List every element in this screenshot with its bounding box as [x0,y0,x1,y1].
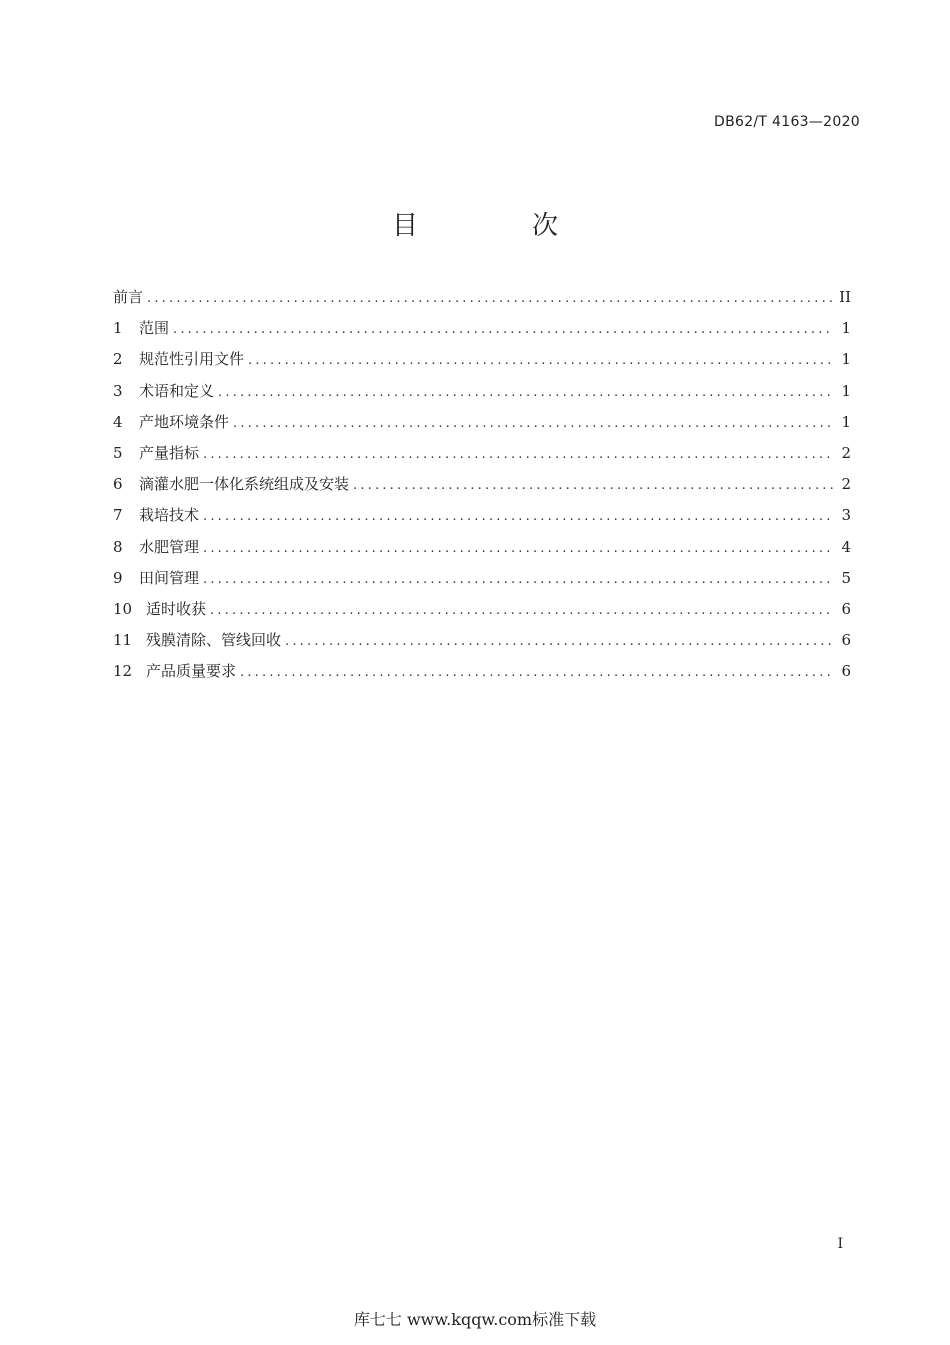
toc-label: 滴灌水肥一体化系统组成及安装 [139,475,350,494]
toc-label: 田间管理 [139,568,200,587]
toc-page: 6 [841,662,851,681]
toc-leader-dots [147,291,833,306]
toc-number: 11 [113,631,133,650]
toc-leader-dots [203,541,833,556]
toc-number: 6 [113,475,123,494]
toc-number: 9 [113,568,123,587]
page-number: I [837,1236,843,1252]
toc-page: 4 [841,537,851,556]
toc-page: 2 [841,475,851,494]
toc-page: 1 [841,412,851,431]
toc-entry-7[interactable] [113,504,851,535]
toc-leader-dots [218,385,833,400]
toc-page: 5 [841,568,851,587]
footer-watermark: 库七七 www.kqqw.com标准下载 [353,1310,597,1329]
toc-page: 1 [841,381,851,400]
toc-page: 6 [841,599,851,618]
toc-label: 栽培技术 [139,506,200,525]
toc-leader-dots [203,509,833,524]
toc-leader-dots [240,665,833,680]
toc-label: 产品质量要求 [146,662,237,681]
page-title: 目 次 [391,211,602,241]
toc-number: 8 [113,537,123,556]
standard-code: DB62/T 4163—2020 [714,114,860,130]
toc-label: 适时收获 [146,599,207,618]
toc-page: 2 [841,443,851,462]
toc-entry-11[interactable] [113,629,851,660]
toc-page: 6 [841,631,851,650]
toc-leader-dots [173,322,833,337]
toc-page: 1 [841,350,851,369]
toc-label: 产量指标 [139,443,200,462]
toc-number: 10 [113,599,133,618]
toc-number: 2 [113,350,123,369]
toc-page: II [839,288,851,306]
table-of-contents [113,286,851,691]
toc-entry-12[interactable] [113,660,851,691]
toc-number: 1 [113,319,123,338]
toc-label: 前言 [113,288,144,306]
toc-label: 水肥管理 [139,537,200,556]
toc-entry-10[interactable] [113,598,851,629]
toc-entry-8[interactable] [113,536,851,567]
toc-number: 12 [113,662,133,681]
toc-leader-dots [248,353,833,368]
toc-label: 残膜清除、管线回收 [146,631,282,650]
toc-label: 规范性引用文件 [139,350,245,369]
toc-leader-dots [353,478,833,493]
toc-leader-dots [203,447,833,462]
toc-label: 产地环境条件 [139,412,230,431]
toc-page: 3 [841,506,851,525]
toc-label: 范围 [139,319,170,338]
toc-entry-1[interactable] [113,317,851,348]
toc-entry-5[interactable] [113,442,851,473]
toc-label: 术语和定义 [139,381,215,400]
toc-entry-4[interactable] [113,411,851,442]
toc-entry-6[interactable] [113,473,851,504]
toc-leader-dots [203,572,833,587]
toc-entry-3[interactable] [113,380,851,411]
toc-entry-foreword[interactable] [113,286,851,317]
toc-number: 5 [113,443,123,462]
toc-entry-2[interactable] [113,348,851,379]
toc-number: 7 [113,506,123,525]
toc-leader-dots [233,416,833,431]
toc-entry-9[interactable] [113,567,851,598]
toc-number: 3 [113,381,123,400]
toc-leader-dots [210,603,833,618]
toc-page: 1 [841,319,851,338]
toc-leader-dots [285,634,833,649]
toc-number: 4 [113,412,123,431]
